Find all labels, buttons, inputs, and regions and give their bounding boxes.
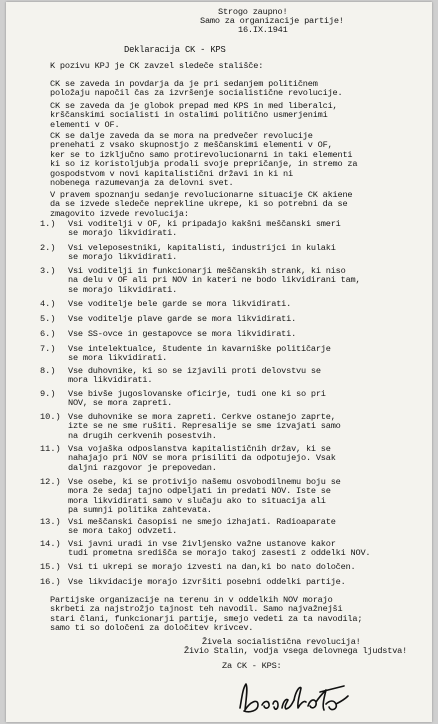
- list-text: Vse intelektualce, študente in kavarniške političarje se mora likvidirati.: [68, 344, 331, 364]
- list-text: Vsi meščanski časopisi ne smejo izhajati. Radioaparate se mora takoj odvzeti.: [68, 517, 336, 537]
- list-text: Vsi voditelji v OF, ki pripadajo kakšni meščanski smeri se morajo likvidirati.: [68, 219, 341, 239]
- list-text: Vse voditelje plave garde se mora likvidirati.: [68, 314, 297, 324]
- list-text: Vsi veleposestniki, kapitalisti, industrijci in kulaki se morajo likvidirati.: [68, 243, 336, 263]
- list-number: 7.): [40, 344, 56, 354]
- list-text: Vse SS-ovce in gestapovce se mora likvidirati.: [68, 329, 297, 339]
- list-text: Vsa vojaška odposlanstva kapitalističnih držav, ki se nahajajo pri NOV se mora prisiliti da odpotujejo. Vsak daljni razgovor je prepovedan.: [68, 444, 336, 473]
- list-number: 3.): [40, 266, 56, 276]
- date-line: 16.IX.1941: [238, 25, 288, 35]
- slogan-revolution: Živela socialistična revolucija!: [202, 637, 361, 647]
- list-number: 14.): [40, 539, 61, 549]
- paragraph-4: V pravem spoznanju sedanje revolucionarne situacije CK akiene da se izvede sledeče neprekline ukrepe, ki so potrebni da se zmagovito izvede revolucija:: [50, 190, 353, 219]
- list-number: 12.): [40, 477, 61, 487]
- list-number: 8.): [40, 366, 56, 376]
- list-number: 11.): [40, 444, 61, 454]
- list-text: Vse duhovnike, ki so se izjavili proti delovstvu se mora likvidirati.: [68, 366, 321, 386]
- paragraph-1: CK se zaveda in povdarja da je pri sedanjem političnem položaju napočil čas za izvršenje socialistične revolucije.: [50, 79, 343, 99]
- list-number: 16.): [40, 577, 61, 587]
- list-text: Vsi ti ukrepi se morajo izvesti na dan,ki bo nato določen.: [68, 562, 356, 572]
- distribution-line: Samo za organizacije partije!: [200, 16, 344, 26]
- list-number: 13.): [40, 517, 61, 527]
- list-number: 1.): [40, 219, 56, 229]
- list-number: 2.): [40, 243, 56, 253]
- list-number: 10.): [40, 412, 61, 422]
- list-text: Vsi voditelji in funkcionarji meščanskih strank, ki niso na delu v OF ali pri NOV in kateri ne bodo likvidirani tam, se morajo likvidirati.: [68, 266, 361, 295]
- list-text: Vse likvidacije morajo izvršiti posebni oddelki partije.: [68, 577, 346, 587]
- intro-line: K pozivu KPJ je CK zavzel sledeče stališče:: [50, 61, 264, 71]
- document-page: [6, 2, 432, 722]
- list-text: Vsi javni uradi in vse življensko važne ustanove kakor tudi prometna središča se morajo takoj zasesti z oddelki NOV.: [68, 539, 371, 559]
- paragraph-2: CK se zaveda da je globok prepad med KPS in med liberalci, krščanskimi socialisti in ostalimi politično usmerjenimi elementi v OF.: [50, 101, 338, 130]
- list-number: 4.): [40, 299, 56, 309]
- handwritten-signature: [234, 678, 354, 718]
- list-number: 9.): [40, 389, 56, 399]
- list-number: 6.): [40, 329, 56, 339]
- document-title: Deklaracija CK - KPS: [124, 45, 226, 55]
- slogan-stalin: Živio Stalin, vodja vsega delovnega ljudstva!: [184, 646, 408, 656]
- list-text: Vse bivše jugoslovanske oficirje, tudi one ki so pri NOV, se mora zapreti.: [68, 389, 326, 409]
- list-text: Vse osebe, ki se protivijo našemu osvobodilnemu boju se mora že sedaj tajno odpeljati in predati NOV. Iste se mora likvidirati samo v slučaju ako to situacija ali pa sumnji politika zahtevata.: [68, 477, 341, 516]
- signoff-line: Za CK - KPS:: [222, 661, 282, 671]
- list-text: Vse voditelje bele garde se mora likvidirati.: [68, 299, 292, 309]
- classification-line: Strogo zaupno!: [218, 7, 288, 17]
- closing-paragraph: Partijske organizacije na terenu in v oddelkih NOV morajo skrbeti za najstrožjo tajnost teh navodil. Samo najvažnejši stari člani, funkcionarji partije, smejo vedeti za ta navodila; samo ti so določeni za določitev krivcev.: [50, 595, 363, 634]
- list-text: Vse duhovnike se mora zapreti. Cerkve ostanejo zaprte, izte se ne sme rušiti. Represalije se sme izvajati samo na drugih cerkvenih posestvih.: [68, 412, 341, 441]
- list-number: 15.): [40, 562, 61, 572]
- list-number: 5.): [40, 314, 56, 324]
- paragraph-3: CK se dalje zaveda da se mora na predvečer revolucije prenehati z vsako skupnostjo z meščanskimi elementi v OF, ker se to izključno samo protirevolucionarni in taki elementi ki so iz koristoljubja prodali svoje prepričanje, in stremo za gospodstvom v novi kapitalistični državi in ki ni nobenega razumevanja za delovni svet.: [50, 131, 358, 189]
